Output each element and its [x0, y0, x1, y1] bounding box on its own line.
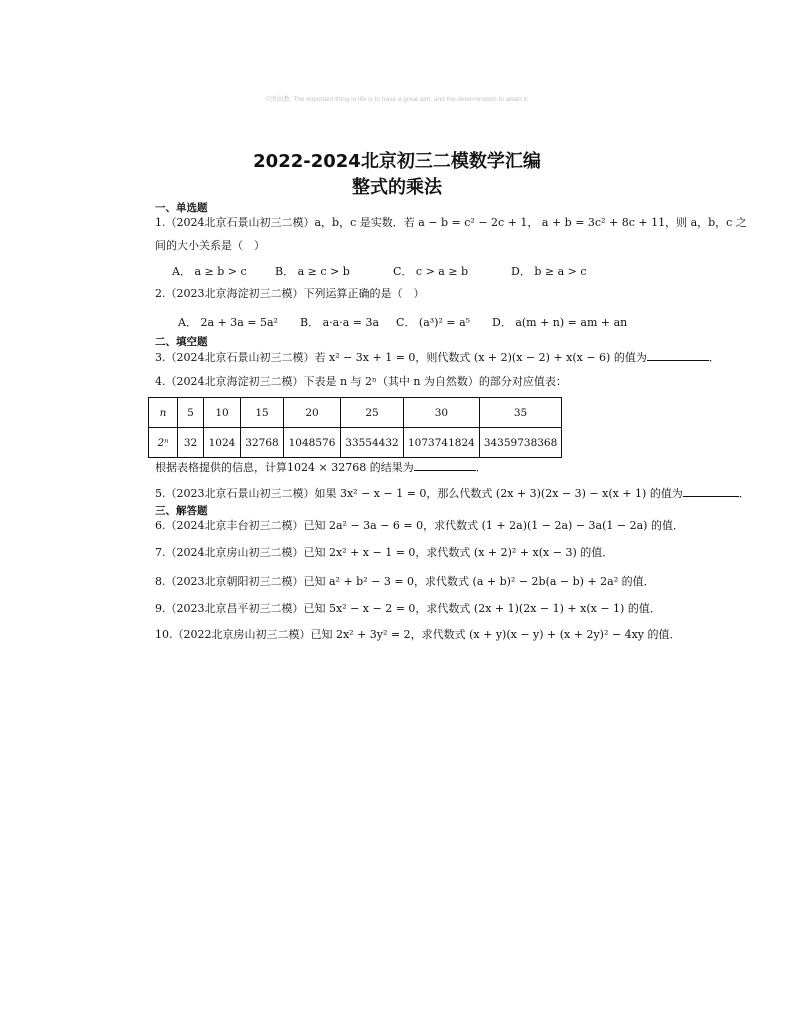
- question-9: 9.（2023北京昌平初三二模）已知 5x² − x − 2 = 0，求代数式 (2x + 1)(2x − 1) + x(x − 1) 的值．: [155, 602, 661, 615]
- question-2-option-a: A． 2a + 3a = 5a²: [178, 316, 278, 329]
- table-cell: 5: [178, 398, 204, 428]
- section-heading-fill-in: 二、填空题: [155, 336, 208, 348]
- table-cell: 15: [241, 398, 284, 428]
- question-3-answer-blank: [647, 350, 709, 361]
- section-heading-solutions: 三、解答题: [155, 505, 208, 517]
- table-cell: 1048576: [284, 428, 341, 458]
- question-4-answer-blank: [414, 460, 476, 471]
- table-cell: 25: [341, 398, 404, 428]
- question-4-stem: 4.（2024北京海淀初三二模）下表是 n 与 2ⁿ（其中 n 为自然数）的部分对应值表：: [155, 375, 567, 388]
- question-1-option-b: B． a ≥ c > b: [275, 265, 350, 278]
- question-1-source: 1.（2024北京石景山初三二模）: [155, 216, 315, 229]
- question-5-answer-blank: [683, 486, 739, 497]
- table-cell: 1024: [204, 428, 241, 458]
- question-4-follow-line: [155, 460, 487, 475]
- question-6: 6.（2024北京丰台初三二模）已知 2a² − 3a − 6 = 0，求代数式 (1 + 2a)(1 − 2a) − 3a(1 − 2a) 的值．: [155, 519, 684, 532]
- table-row: [149, 398, 562, 428]
- question-8: 8.（2023北京朝阳初三二模）已知 a² + b² − 3 = 0，求代数式 (a + b)² − 2b(a − b) + 2a² 的值．: [155, 575, 655, 588]
- question-5-stem: 5.（2023北京石景山初三二模）如果 3x² − x − 1 = 0，那么代数式 (2x + 3)(2x − 3) − x(x + 1) 的值为: [155, 487, 683, 500]
- table-cell: 32768: [241, 428, 284, 458]
- table-row: [149, 428, 562, 458]
- question-1-line-1: [155, 216, 747, 230]
- question-3-line: [155, 350, 720, 365]
- question-1-option-d: D． b ≥ a > c: [511, 265, 587, 278]
- watermark: ©国润教: The important thing in life is to have a great aim, and the determination to attain it.: [265, 96, 529, 103]
- section-heading-single-choice: 一、单选题: [155, 202, 208, 214]
- question-1-option-a: A． a ≥ b > c: [172, 265, 247, 278]
- table-cell: 33554432: [341, 428, 404, 458]
- table-cell: 30: [404, 398, 480, 428]
- question-1-option-c: C． c > a ≥ b: [393, 265, 469, 278]
- table-cell: 35: [479, 398, 562, 428]
- table-cell: 32: [178, 428, 204, 458]
- question-2-option-b: B． a·a·a = 3a: [300, 316, 380, 329]
- table-cell: n: [149, 398, 178, 428]
- table-cell: 20: [284, 398, 341, 428]
- document-subtitle: 整式的乘法: [352, 177, 442, 198]
- question-10: 10.（2022北京房山初三二模）已知 2x² + 3y² = 2，求代数式 (x + y)(x − y) + (x + 2y)² − 4xy 的值．: [155, 628, 681, 641]
- question-4-end: ．: [475, 461, 487, 474]
- value-table: [148, 397, 562, 458]
- question-5-end: ．: [738, 487, 750, 500]
- question-7: 7.（2024北京房山初三二模）已知 2x² + x − 1 = 0，求代数式 (x + 2)² + x(x − 3) 的值．: [155, 546, 614, 559]
- question-3-end: ．: [708, 351, 720, 364]
- question-4-follow: 根据表格提供的信息，计算1024 × 32768 的结果为: [155, 461, 414, 474]
- table-cell: 34359738368: [479, 428, 562, 458]
- table-cell: 10: [204, 398, 241, 428]
- table-cell: 1073741824: [404, 428, 480, 458]
- question-3-stem: 3.（2024北京石景山初三二模）若 x² − 3x + 1 = 0，则代数式 (x + 2)(x − 2) + x(x − 6) 的值为: [155, 351, 647, 364]
- question-2-option-c: C． (a³)² = a⁵: [396, 316, 471, 329]
- question-2-option-d: D． a(m + n) = am + an: [492, 316, 628, 329]
- question-1-line-2: 间的大小关系是（ ）: [155, 239, 265, 252]
- question-2-stem: 2.（2023北京海淀初三二模）下列运算正确的是（ ）: [155, 287, 425, 300]
- table-cell: 2ⁿ: [149, 428, 178, 458]
- document-title: 2022-2024北京初三二模数学汇编: [253, 151, 541, 172]
- question-5-line: [155, 486, 750, 501]
- question-1-stem: a，b，c 是实数．若 a − b = c² − 2c + 1， a + b = 3c² + 8c + 11，则 a，b，c 之: [314, 216, 747, 229]
